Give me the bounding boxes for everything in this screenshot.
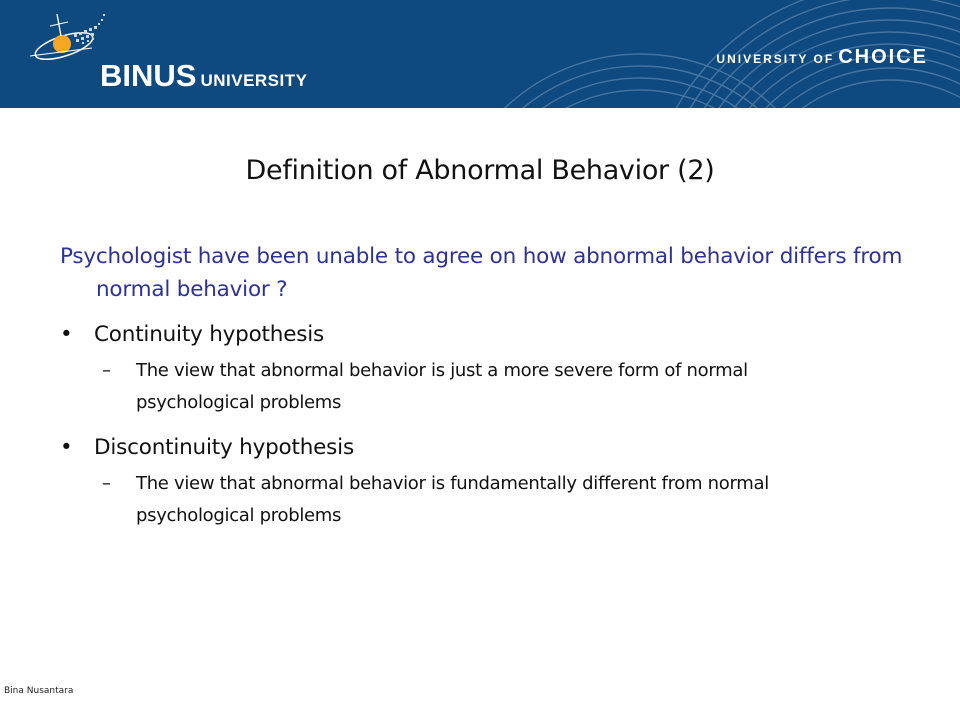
sub-bullet-marker: – — [102, 360, 111, 381]
tagline-choice: CHOICE — [838, 46, 928, 68]
sub-bullet-text: The view that abnormal behavior is just a more severe form of normal psychological problems — [136, 360, 748, 413]
binus-logo — [28, 8, 308, 100]
sub-bullet-continuity — [60, 355, 856, 419]
sub-bullet-discontinuity — [60, 468, 856, 532]
logo-wordmark — [100, 60, 307, 91]
tagline — [716, 47, 928, 67]
slide-title: Definition of Abnormal Behavior (2) — [245, 155, 715, 186]
footer-text: Bina Nusantara — [4, 686, 74, 696]
bullet-discontinuity — [60, 431, 920, 464]
bullet-label: Discontinuity hypothesis — [94, 435, 354, 460]
bullet-continuity — [60, 318, 920, 351]
bullet-marker: • — [60, 322, 73, 347]
logo-wordmark-sub: UNIVERSITY — [200, 71, 308, 90]
sub-bullet-marker: – — [102, 473, 111, 494]
bullet-marker: • — [60, 435, 73, 460]
intro-text: Psychologist have been unable to agree on how abnormal behavior differs from normal behavior ? — [60, 244, 903, 302]
slide-body — [60, 240, 920, 532]
header-banner — [0, 0, 960, 108]
logo-wordmark-main: BINUS — [100, 58, 197, 93]
tagline-prefix: UNIVERSITY OF — [716, 52, 835, 66]
sub-bullet-text: The view that abnormal behavior is fundamentally different from normal psychological problems — [136, 473, 769, 526]
bullet-label: Continuity hypothesis — [94, 322, 325, 347]
